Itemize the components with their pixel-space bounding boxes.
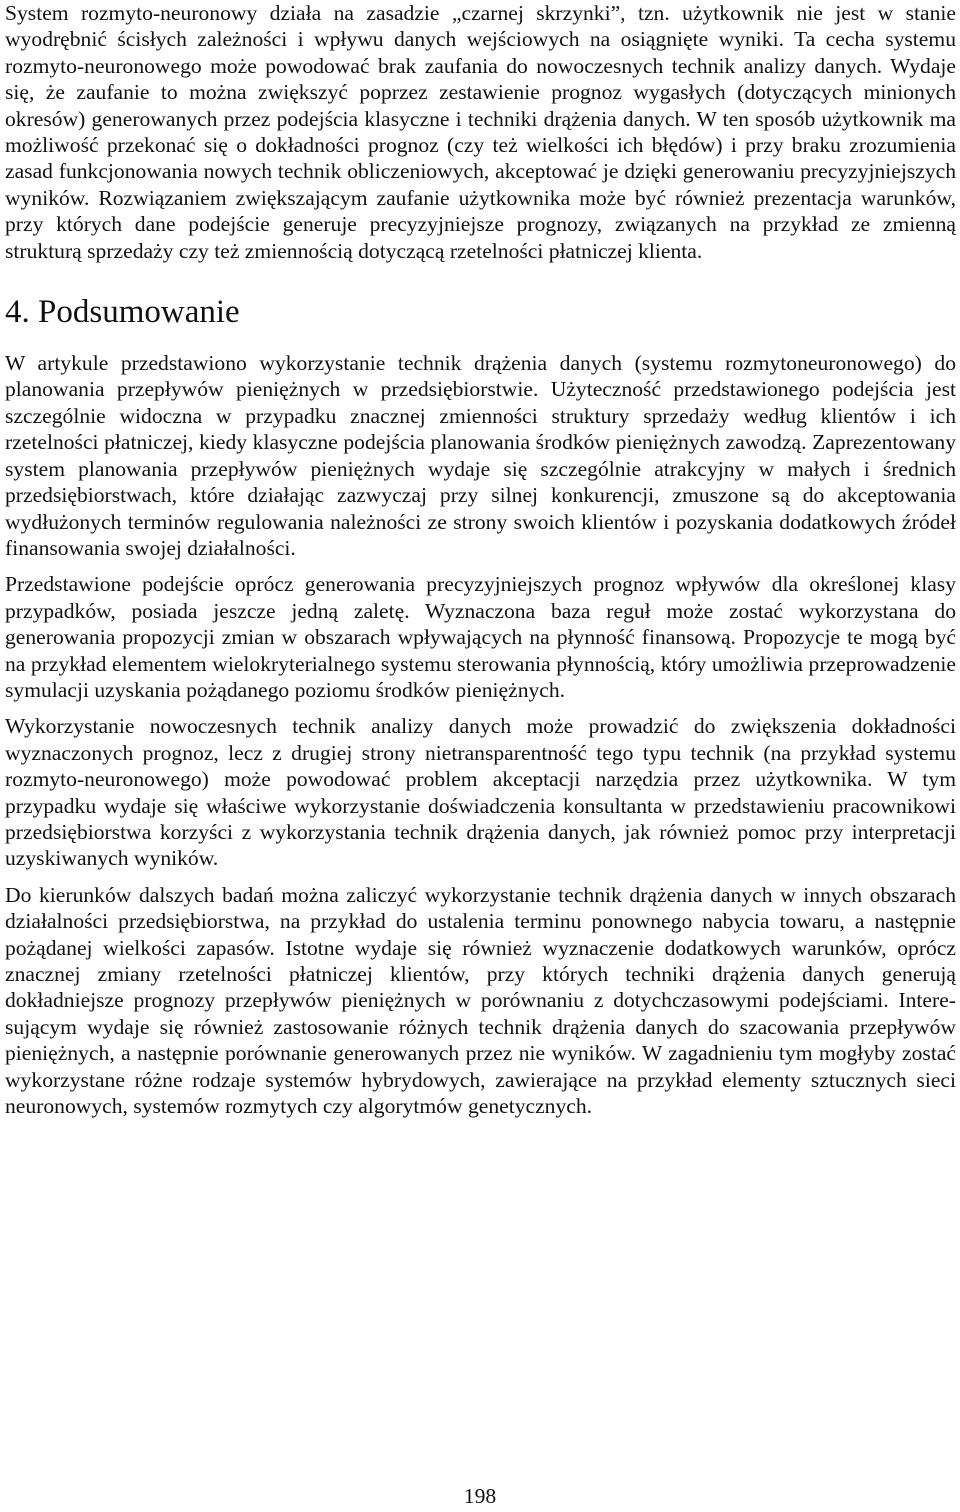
summary-paragraph-3: Wykorzystanie nowoczesnych technik analizy danych może prowadzić do zwiększenia dokładności wyznaczonych prognoz, lecz z drugiej strony nietransparentność tego typu technik (na przykład systemu rozmyto-neuronowego) może powodować problem akceptacji narzędzia przez użytkownika. W tym przypadku wydaje się właściwe wykorzystanie doświadczenia konsultanta w przedstawieniu pracownikowi przedsiębiorstwa korzyści z wykorzystania technik drążenia danych, jak również pomoc przy interpretacji uzyskiwanych wyników. [5,714,956,871]
summary-paragraph-4: Do kierunków dalszych badań można zaliczyć wykorzystanie technik drążenia danych w innych obszarach działalności przedsiębiorstwa, na przykład do ustalenia terminu ponownego nabycia towaru, a następnie pożądanej wielkości zapasów. Istotne wydaje się również wyznaczenie dodatkowych warunków, oprócz znacznej zmiany rzetelności płatniczej klientów, przy których techniki drążenia danych generują dokładniejsze prognozy przepływów pieniężnych w porównaniu z dotychczasowymi podejściami. Interesującym wydaje się również zastosowanie różnych technik drążenia danych do szacowania przepływów pieniężnych, a następnie porównanie generowanych przez nie wyników. W zagadnieniu tym mogłyby zostać wykorzystane różne rodzaje systemów hybrydowych, zawierające na przykład elementy sztucznych sieci neuronowych, systemów rozmytych czy algorytmów genetycznych. [5,882,956,1119]
summary-paragraph-1: W artykule przedstawiono wykorzystanie technik drążenia danych (systemu rozmytoneuronowego) do planowania przepływów pieniężnych w przedsiębiorstwie. Użyteczność przedstawionego podejścia jest szczególnie widoczna w przypadku znacznej zmienności struktury sprzedaży według klientów i ich rzetelności płatniczej, kiedy klasyczne podejścia planowania środków pieniężnych zawodzą. Zaprezentowany system planowania przepływów pieniężnych wydaje się szczególnie atrakcyjny w małych i średnich przedsiębiorstwach, które działając zazwyczaj przy silnej konkurencji, zmuszone są do akceptowania wydłużonych terminów regulowania należności ze strony swoich klientów i pozyskania dodatkowych źródeł finansowania swojej działalności. [5,351,956,560]
page-number: 198 [463,1484,497,1508]
page-content [5,0,956,1119]
section-heading: 4. Podsumowanie [5,294,240,331]
summary-paragraph-2: Przedstawione podejście oprócz generowania precyzyjniejszych prognoz wpływów dla określonej klasy przypadków, posiada jeszcze jedną zaletę. Wyznaczona baza reguł może zostać wykorzystana do generowania propozycji zmian w obszarach wpływających na płynność finansową. Propozycje te mogą być na przykład elementem wielokryterialnego systemu sterowania płynnością, który umożliwia przeprowadzenie symulacji uzyskania pożądanego poziomu środków pieniężnych. [5,572,956,702]
intro-paragraph: System rozmyto-neuronowy działa na zasadzie „czarnej skrzynki”, tzn. użytkownik nie jest w stanie wyodrębnić ścisłych zależności i wpływu danych wejściowych na osiągnięte wyniki. Ta cecha systemu rozmyto-neuronowego może powodować brak zaufania do nowoczesnych technik analizy danych. Wydaje się, że zaufanie to można zwiększyć poprzez zestawienie prognoz wygasłych (dotyczących minionych okresów) generowanych przez podejścia klasyczne i techniki drążenia danych. W ten sposób użytkownik ma możliwość przekonać się o dokładności prognoz (czy też wielkości ich błędów) i przy braku zrozumienia zasad funkcjonowania nowych technik obliczeniowych, akceptować je dzięki generowaniu precyzyjniejszych wyników. Rozwiązaniem zwiększającym zaufanie użytkownika może być również prezentacja warunków, przy których dane podejście generuje precyzyjniejsze prognozy, związanych na przykład ze zmienną strukturą sprzedaży czy też zmiennością dotyczącą rzetelności płatniczej klienta. [5,1,956,263]
